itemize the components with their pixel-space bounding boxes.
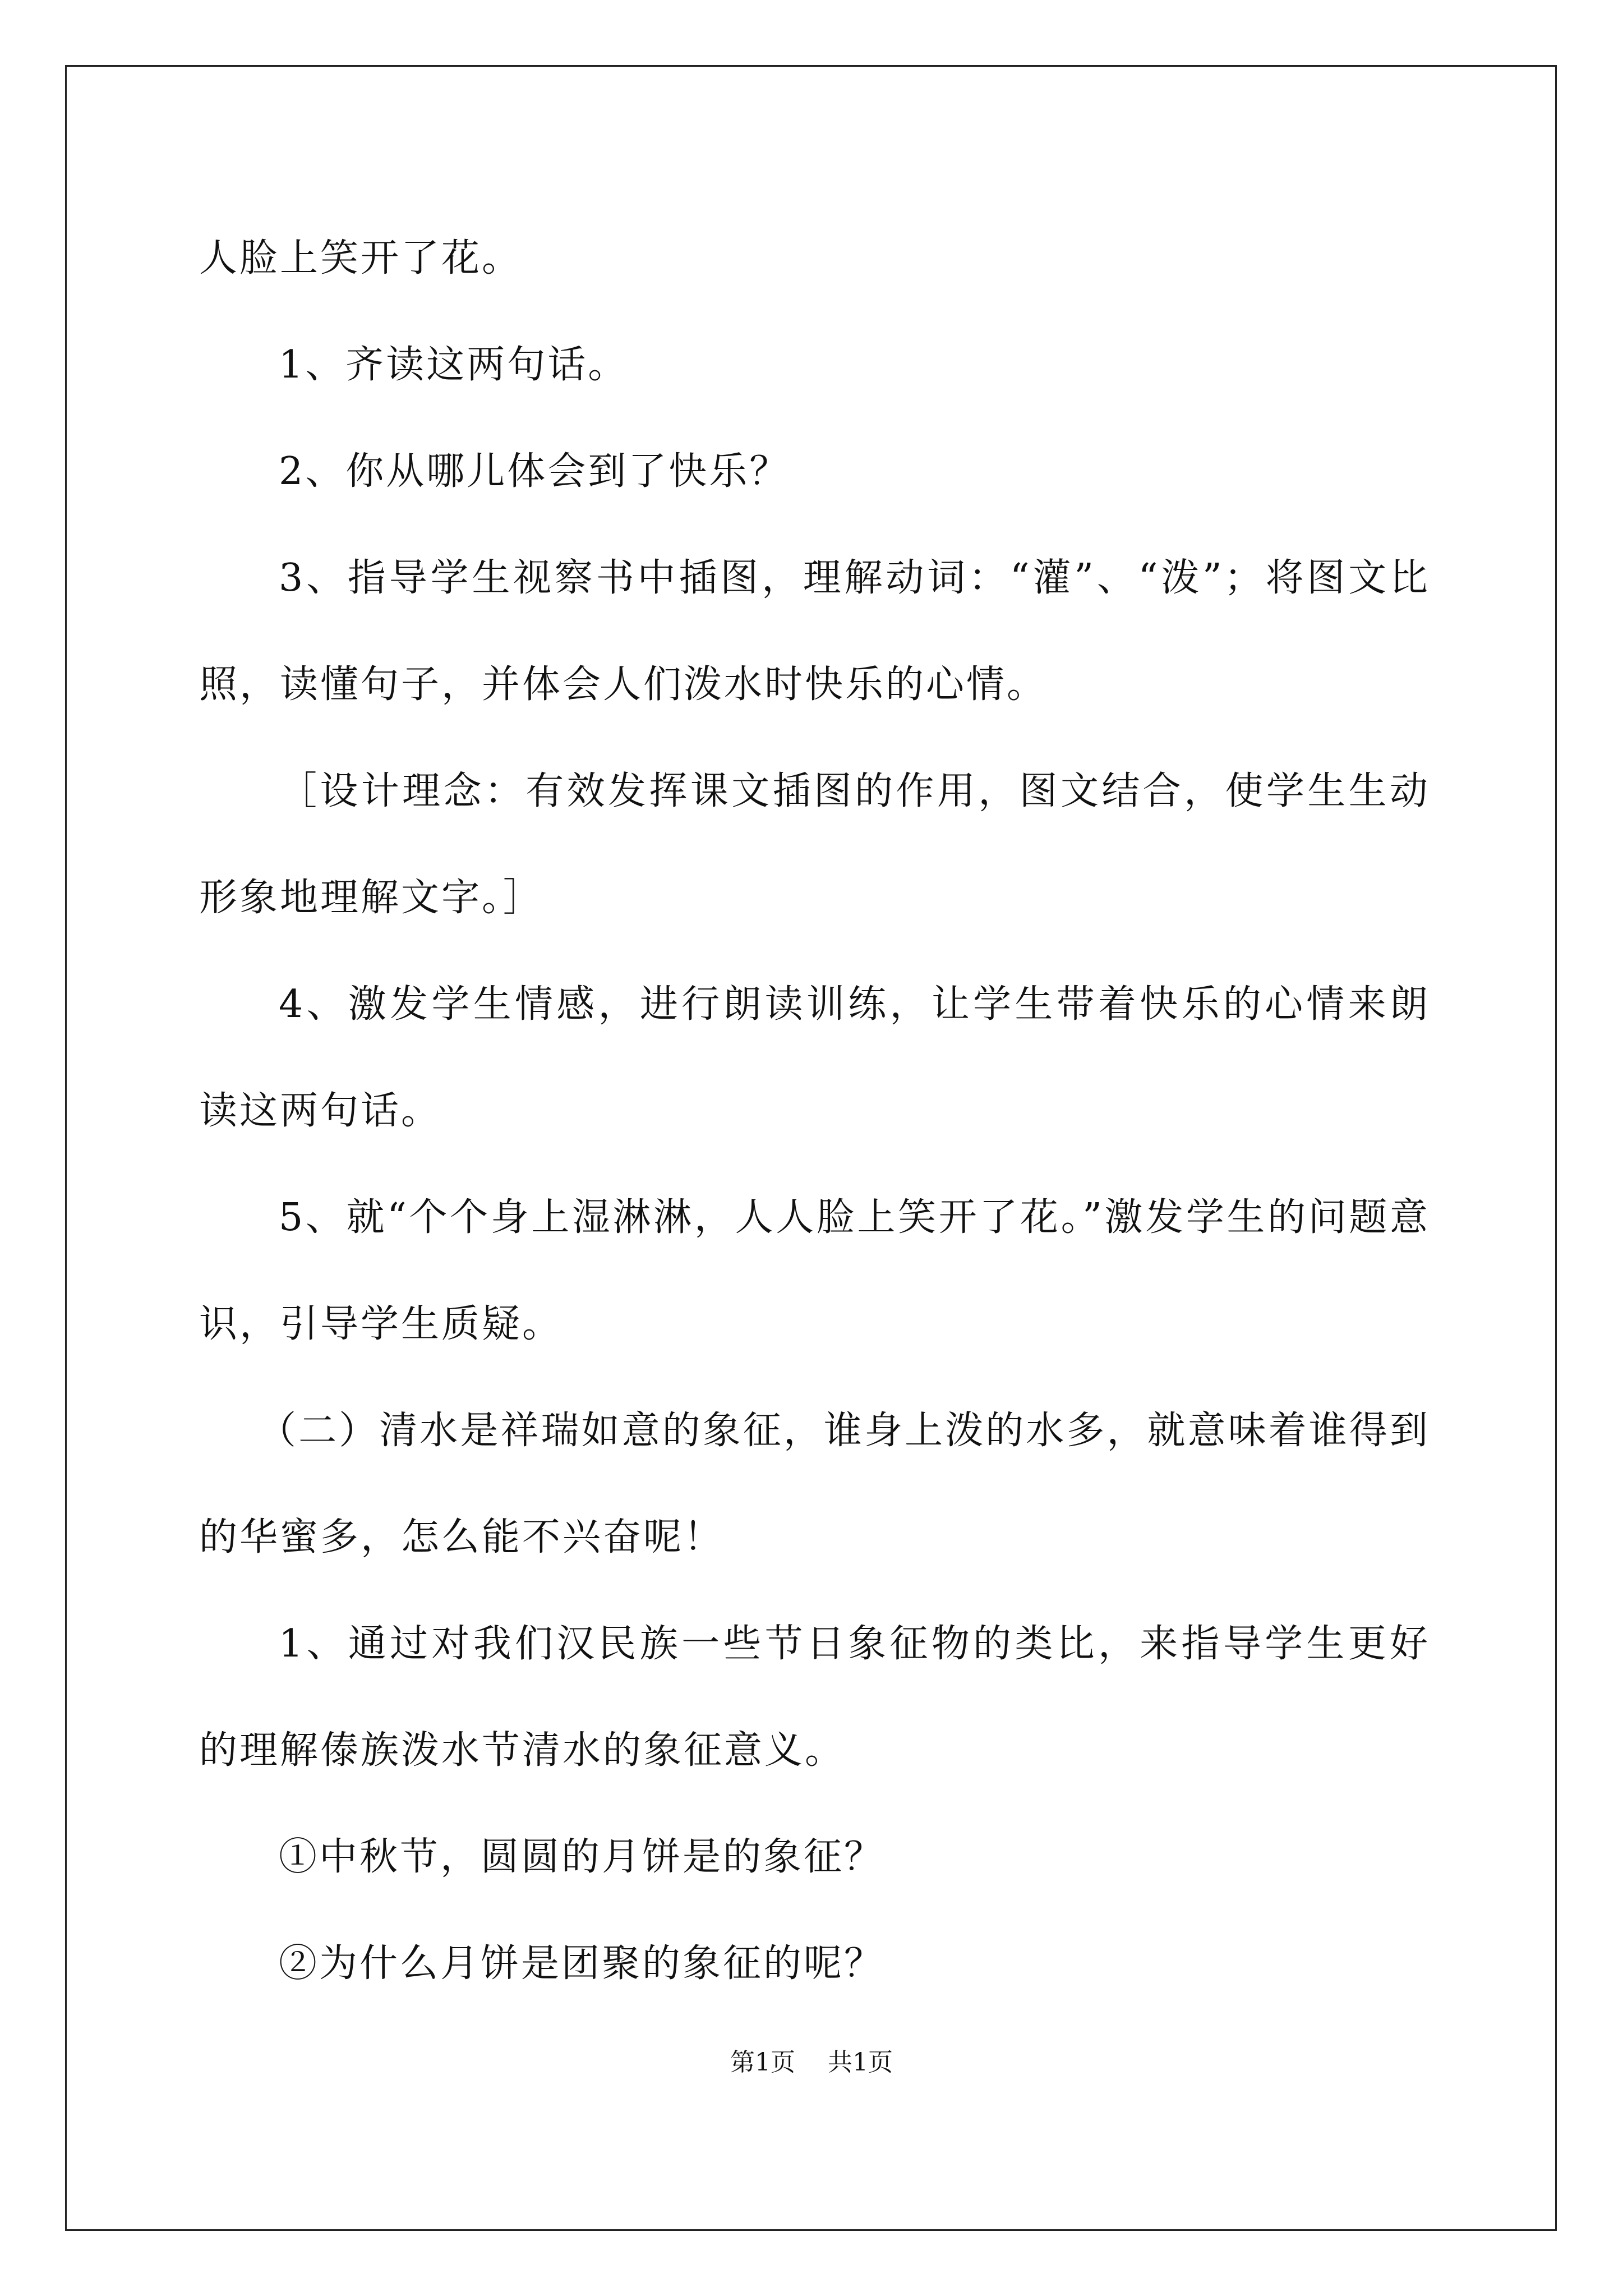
- paragraph-step-5: 5、就“个个身上湿淋淋，人人脸上笑开了花。”激发学生的问题意识，引导学生质疑。: [199, 1195, 1430, 1346]
- document-body: [199, 205, 1430, 2017]
- paragraph-question-2: ②为什么月饼是团聚的象征的呢？: [279, 1941, 885, 1986]
- paragraph-section-2-step-1: 1、通过对我们汉民族一些节日象征物的类比，来指导学生更好的理解傣族泼水节清水的象征意义。: [199, 1622, 1430, 1773]
- paragraph-question-1: ①中秋节，圆圆的月饼是的象征？: [279, 1835, 885, 1879]
- paragraph-step-3: 3、指导学生视察书中插图，理解动词：“灌”、“泼”；将图文比照，读懂句子，并体会人们泼水时快乐的心情。: [199, 556, 1430, 707]
- paragraph-section-2: （二）清水是祥瑞如意的象征，谁身上泼的水多，就意味着谁得到的华蜜多，怎么能不兴奋呢！: [199, 1409, 1430, 1559]
- paragraph-continuation: 人脸上笑开了花。: [199, 236, 523, 280]
- paragraph-step-2: 2、你从哪儿体会到了快乐？: [279, 449, 790, 494]
- total-pages: 共1页: [828, 2048, 893, 2077]
- paragraph-design-concept: ［设计理念：有效发挥课文插图的作用，图文结合，使学生生动形象地理解文字。］: [199, 769, 1430, 920]
- page-number: 第1页: [730, 2048, 795, 2077]
- paragraph-step-4: 4、激发学生情感，进行朗读训练，让学生带着快乐的心情来朗读这两句话。: [199, 982, 1430, 1133]
- paragraph-step-1: 1、齐读这两句话。: [279, 343, 629, 387]
- page-footer: [0, 2042, 1623, 2078]
